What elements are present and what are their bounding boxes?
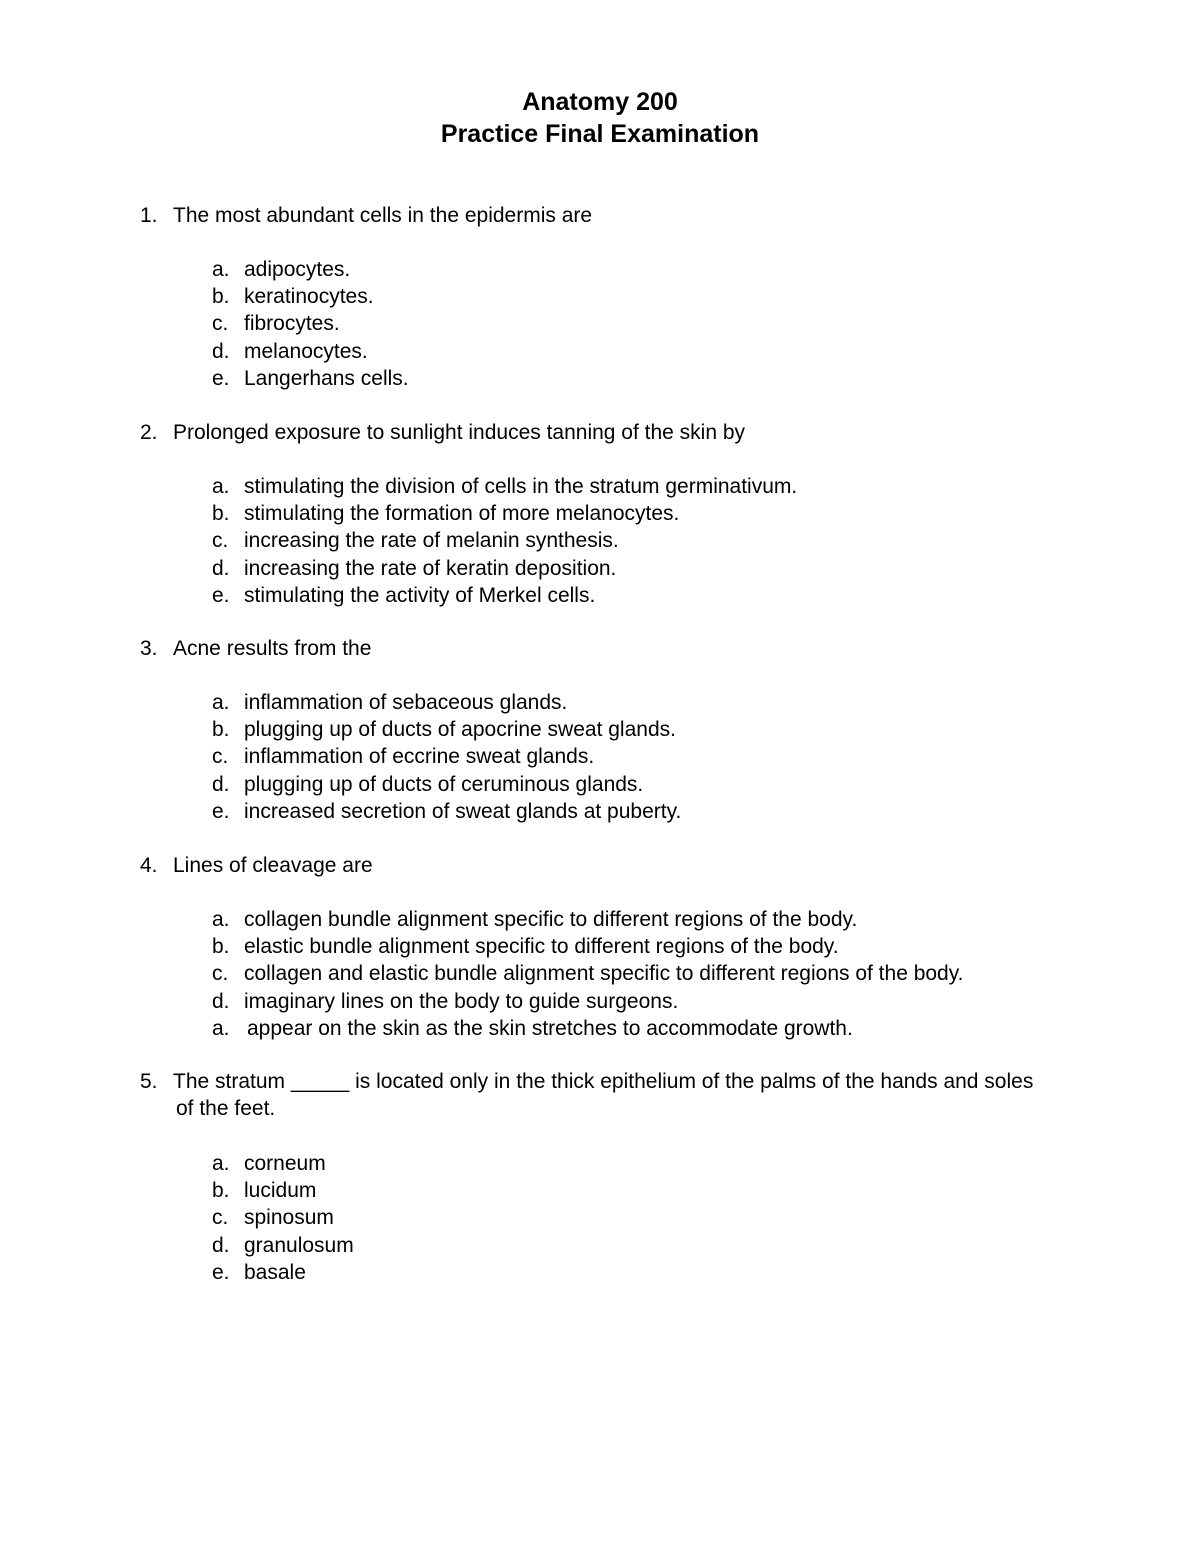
question-text: The most abundant cells in the epidermis are — [173, 204, 593, 227]
option-text: basale — [244, 1260, 306, 1284]
option-letter: e. — [212, 583, 230, 607]
answer-option — [212, 310, 1092, 337]
option-text: plugging up of ducts of apocrine sweat glands. — [244, 718, 676, 742]
option-text: inflammation of eccrine sweat glands. — [244, 745, 595, 769]
option-text: increasing the rate of keratin deposition. — [244, 556, 617, 580]
option-letter: c. — [212, 745, 229, 769]
question-text: Lines of cleavage are — [173, 854, 373, 877]
option-letter: b. — [212, 1179, 230, 1203]
answer-option — [212, 906, 1092, 933]
option-text: increasing the rate of melanin synthesis. — [244, 529, 619, 553]
option-text: keratinocytes. — [244, 285, 374, 309]
answer-option — [212, 960, 1092, 987]
answer-option — [212, 582, 1092, 609]
question-4 — [140, 852, 1100, 1040]
answer-option — [212, 1204, 1092, 1231]
option-letter: c. — [212, 962, 229, 986]
answer-options — [212, 1150, 1092, 1286]
answer-option — [212, 283, 1092, 310]
answer-options — [212, 256, 1092, 392]
option-text: plugging up of ducts of ceruminous glands. — [244, 772, 644, 796]
option-letter: a. — [212, 258, 230, 281]
option-letter: a. — [212, 908, 230, 931]
option-text: elastic bundle alignment specific to different regions of the body. — [244, 935, 839, 959]
answer-option — [212, 1015, 1092, 1042]
option-text: stimulating the activity of Merkel cells. — [244, 583, 596, 607]
answer-option — [212, 798, 1092, 825]
answer-option — [212, 743, 1092, 770]
option-letter: b. — [212, 285, 230, 309]
question-text: Prolonged exposure to sunlight induces tanning of the skin by — [173, 421, 746, 444]
question-2 — [140, 419, 1100, 607]
question-1 — [140, 202, 1100, 390]
option-letter: a. — [212, 691, 230, 714]
option-text: melanocytes. — [244, 339, 368, 363]
page-title: Anatomy 200 — [522, 88, 678, 116]
option-text: increased secretion of sweat glands at puberty. — [244, 799, 682, 823]
option-text: imaginary lines on the body to guide surgeons. — [244, 989, 679, 1013]
answer-option — [212, 256, 1092, 283]
answer-option — [212, 473, 1092, 500]
answer-option — [212, 365, 1092, 392]
option-letter: a. — [212, 1152, 230, 1175]
question-number: 5. — [140, 1070, 158, 1093]
option-text: stimulating the formation of more melanocytes. — [244, 502, 680, 526]
option-letter: d. — [212, 556, 230, 580]
option-letter: c. — [212, 529, 229, 553]
option-letter: d. — [212, 989, 230, 1013]
question-number: 1. — [140, 204, 158, 227]
page-subtitle: Practice Final Examination — [440, 120, 760, 148]
option-text: collagen bundle alignment specific to different regions of the body. — [244, 908, 858, 931]
question-3 — [140, 635, 1100, 823]
question-text: Acne results from the — [173, 637, 372, 660]
answer-option — [212, 988, 1092, 1015]
answer-option — [212, 555, 1092, 582]
option-letter: b. — [212, 935, 230, 959]
option-text: corneum — [244, 1152, 326, 1175]
answer-option — [212, 338, 1092, 365]
answer-options — [212, 689, 1092, 825]
option-letter: c. — [212, 312, 229, 336]
option-text: stimulating the division of cells in the stratum germinativum. — [244, 475, 798, 498]
answer-options — [212, 906, 1092, 1042]
option-letter: d. — [212, 772, 230, 796]
option-text: adipocytes. — [244, 258, 351, 281]
option-letter: c. — [212, 1206, 229, 1230]
option-text: collagen and elastic bundle alignment specific to different regions of the body. — [244, 962, 964, 986]
answer-option — [212, 1150, 1092, 1177]
question-number: 3. — [140, 637, 158, 660]
answer-option — [212, 716, 1092, 743]
question-number: 4. — [140, 854, 158, 877]
option-text: granulosum — [244, 1233, 354, 1257]
answer-options — [212, 473, 1092, 609]
option-letter: a. — [212, 475, 230, 498]
option-letter: d. — [212, 1233, 230, 1257]
option-text: inflammation of sebaceous glands. — [244, 691, 568, 714]
option-letter: b. — [212, 502, 230, 526]
option-letter: a. — [212, 1016, 230, 1040]
question-text: The stratum _____ is located only in the thick epithelium of the palms of the hands and soles of the feet. — [173, 1070, 1034, 1120]
option-letter: e. — [212, 366, 230, 390]
answer-option — [212, 1232, 1092, 1259]
answer-option — [212, 527, 1092, 554]
answer-option — [212, 1259, 1092, 1286]
answer-option — [212, 689, 1092, 716]
question-number: 2. — [140, 421, 158, 444]
answer-option — [212, 1177, 1092, 1204]
option-letter: b. — [212, 718, 230, 742]
option-letter: e. — [212, 1260, 230, 1284]
question-5 — [140, 1068, 1100, 1284]
answer-option — [212, 500, 1092, 527]
option-letter: e. — [212, 799, 230, 823]
option-text: spinosum — [244, 1206, 334, 1230]
option-text: lucidum — [244, 1179, 317, 1203]
answer-option — [212, 771, 1092, 798]
option-letter: d. — [212, 339, 230, 363]
answer-option — [212, 933, 1092, 960]
option-text: fibrocytes. — [244, 312, 340, 336]
option-text: Langerhans cells. — [244, 366, 409, 390]
option-text: appear on the skin as the skin stretches to accommodate growth. — [247, 1016, 853, 1040]
